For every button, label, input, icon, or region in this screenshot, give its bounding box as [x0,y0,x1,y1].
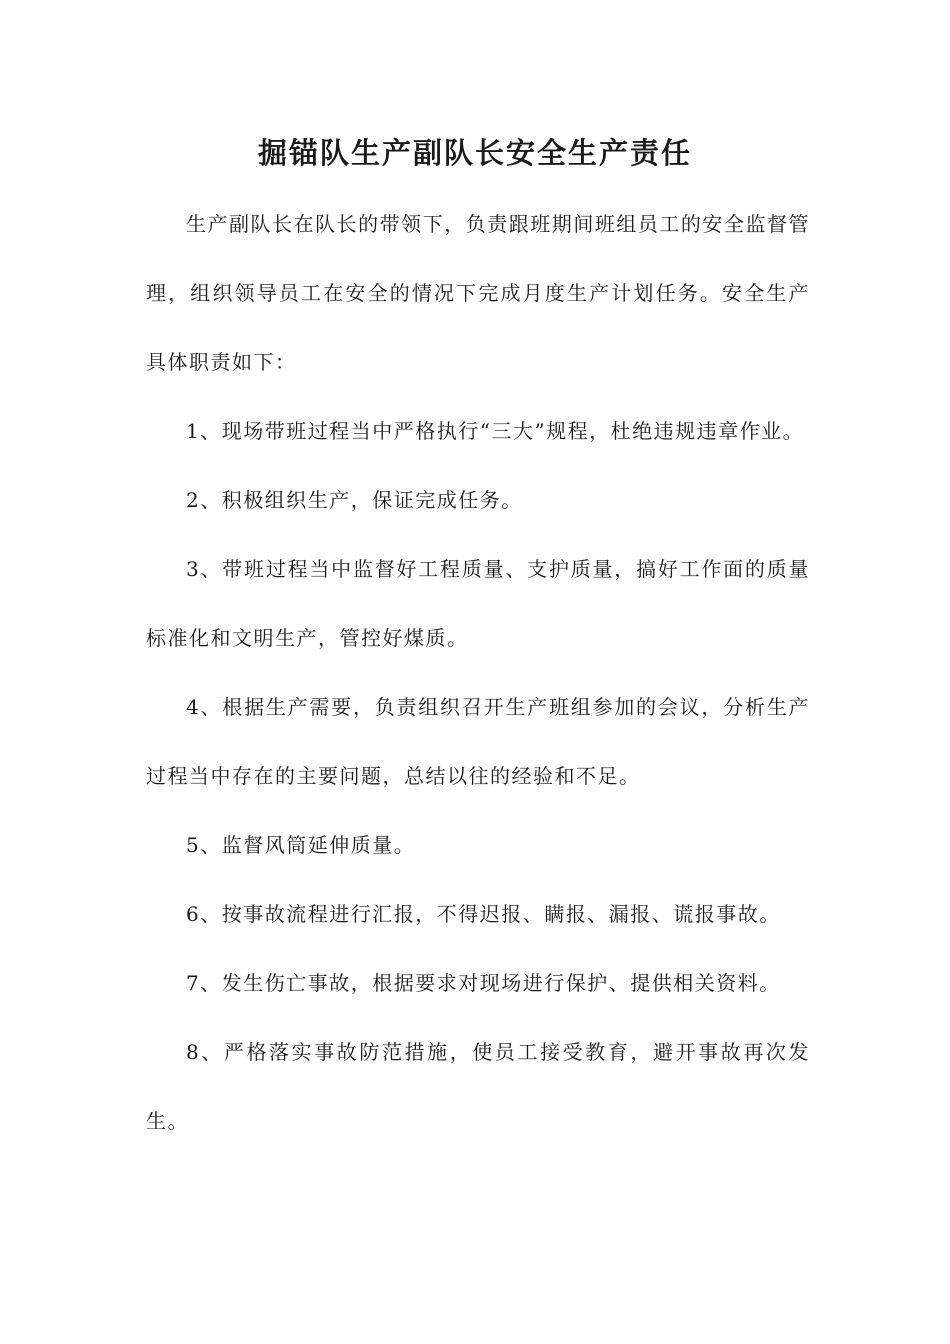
duty-item-6: 6、按事故流程进行汇报，不得迟报、瞒报、漏报、谎报事故。 [186,902,781,926]
duty-item-3: 3、带班过程当中监督好工程质量、支护质量，搞好工作面的质量标准化和文明生产，管控好煤质。 [146,557,810,650]
duty-item-2: 2、积极组织生产，保证完成任务。 [186,488,523,512]
document-body [146,190,810,1156]
document-title: 掘锚队生产副队长安全生产责任 [257,136,692,170]
duty-item-4: 4、根据生产需要，负责组织召开生产班组参加的会议，分析生产过程当中存在的主要问题，总结以往的经验和不足。 [146,695,810,788]
duty-item-1: 1、现场带班过程当中严格执行“三大”规程，杜绝违规违章作业。 [186,419,805,443]
intro-paragraph: 生产副队长在队长的带领下，负责跟班期间班组员工的安全监督管理，组织领导员工在安全的情况下完成月度生产计划任务。安全生产具体职责如下： [146,212,810,374]
duty-item-7: 7、发生伤亡事故，根据要求对现场进行保护、提供相关资料。 [186,971,781,995]
duty-item-5: 5、监督风筒延伸质量。 [186,833,416,857]
duty-item-8: 8、严格落实事故防范措施，使员工接受教育，避开事故再次发生。 [146,1040,810,1133]
